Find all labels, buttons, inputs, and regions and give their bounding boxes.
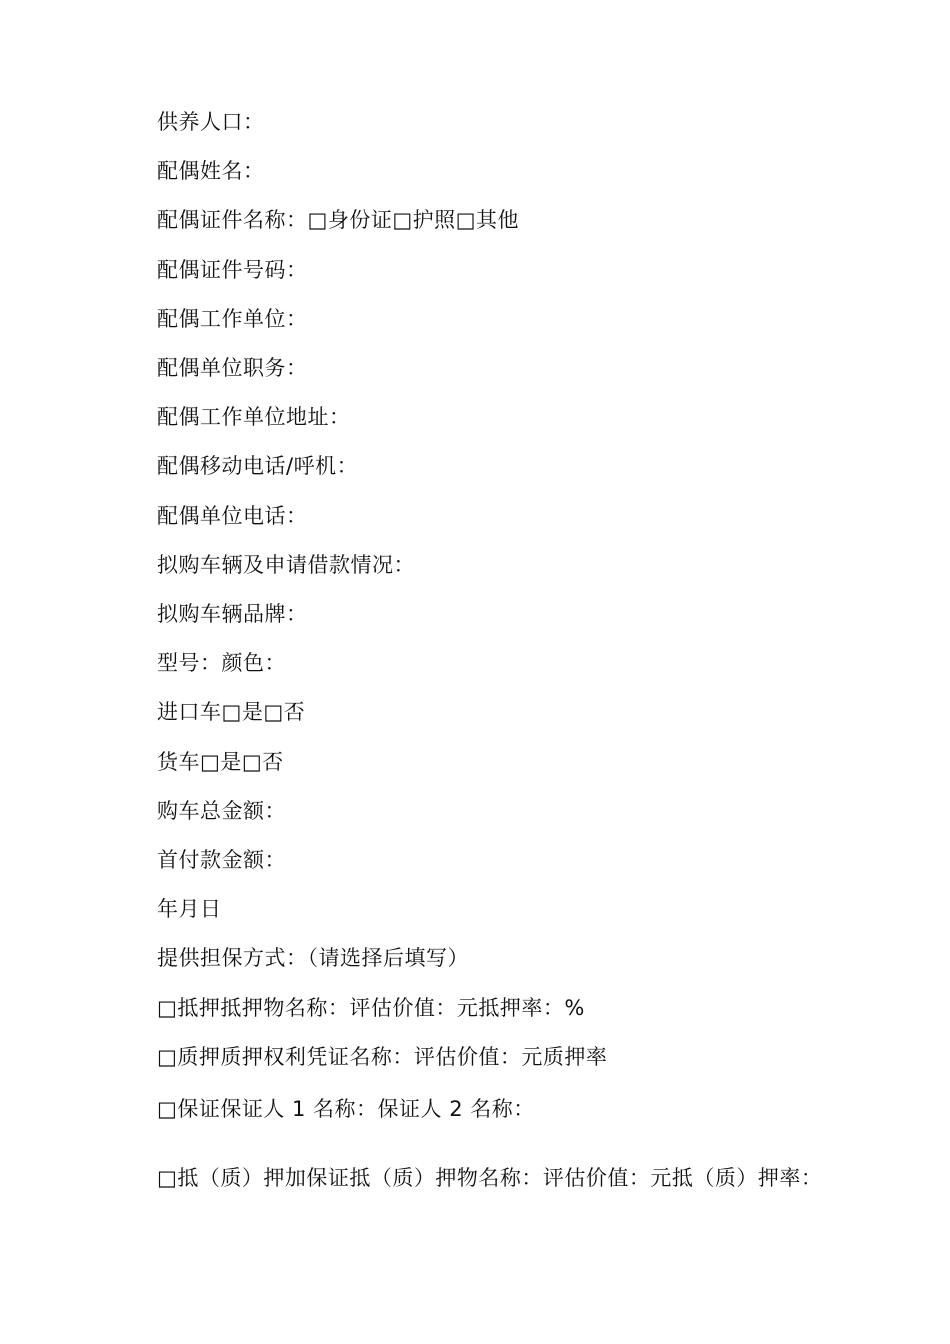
dependents-label: 供养人口：	[157, 110, 265, 134]
spouse-mobile-label: 配偶移动电话/呼机：	[157, 454, 359, 478]
spouse-employer-address-label: 配偶工作单位地址：	[157, 405, 351, 429]
truck-option: 货车□是□否	[157, 750, 284, 774]
vehicle-brand-label: 拟购车辆品牌：	[157, 602, 308, 626]
guarantee-method-heading: 提供担保方式：（请选择后填写）	[157, 946, 469, 970]
imported-car-option: 进口车□是□否	[157, 700, 306, 724]
spouse-name-label: 配偶姓名：	[157, 159, 265, 183]
down-payment-label: 首付款金额：	[157, 848, 286, 872]
spouse-id-type-label: 配偶证件名称：□身份证□护照□其他	[157, 208, 520, 232]
model-color-label: 型号：颜色：	[157, 651, 286, 675]
spouse-employer-label: 配偶工作单位：	[157, 307, 308, 331]
mortgage-plus-guarantee-option: □抵（质）押加保证抵（质）押物名称：评估价值：元抵（质）押率：	[157, 1166, 823, 1190]
date-label: 年月日	[157, 897, 222, 921]
spouse-work-phone-label: 配偶单位电话：	[157, 504, 308, 528]
spouse-id-number-label: 配偶证件号码：	[157, 258, 308, 282]
pledge-option: □质押质押权利凭证名称：评估价值：元质押率	[157, 1045, 608, 1069]
vehicle-loan-section-heading: 拟购车辆及申请借款情况：	[157, 553, 415, 577]
total-price-label: 购车总金额：	[157, 799, 286, 823]
guarantor-option: □保证保证人 1 名称：保证人 2 名称：	[157, 1097, 535, 1121]
spouse-position-label: 配偶单位职务：	[157, 356, 308, 380]
mortgage-option: □抵押抵押物名称：评估价值：元抵押率：%	[157, 996, 585, 1020]
